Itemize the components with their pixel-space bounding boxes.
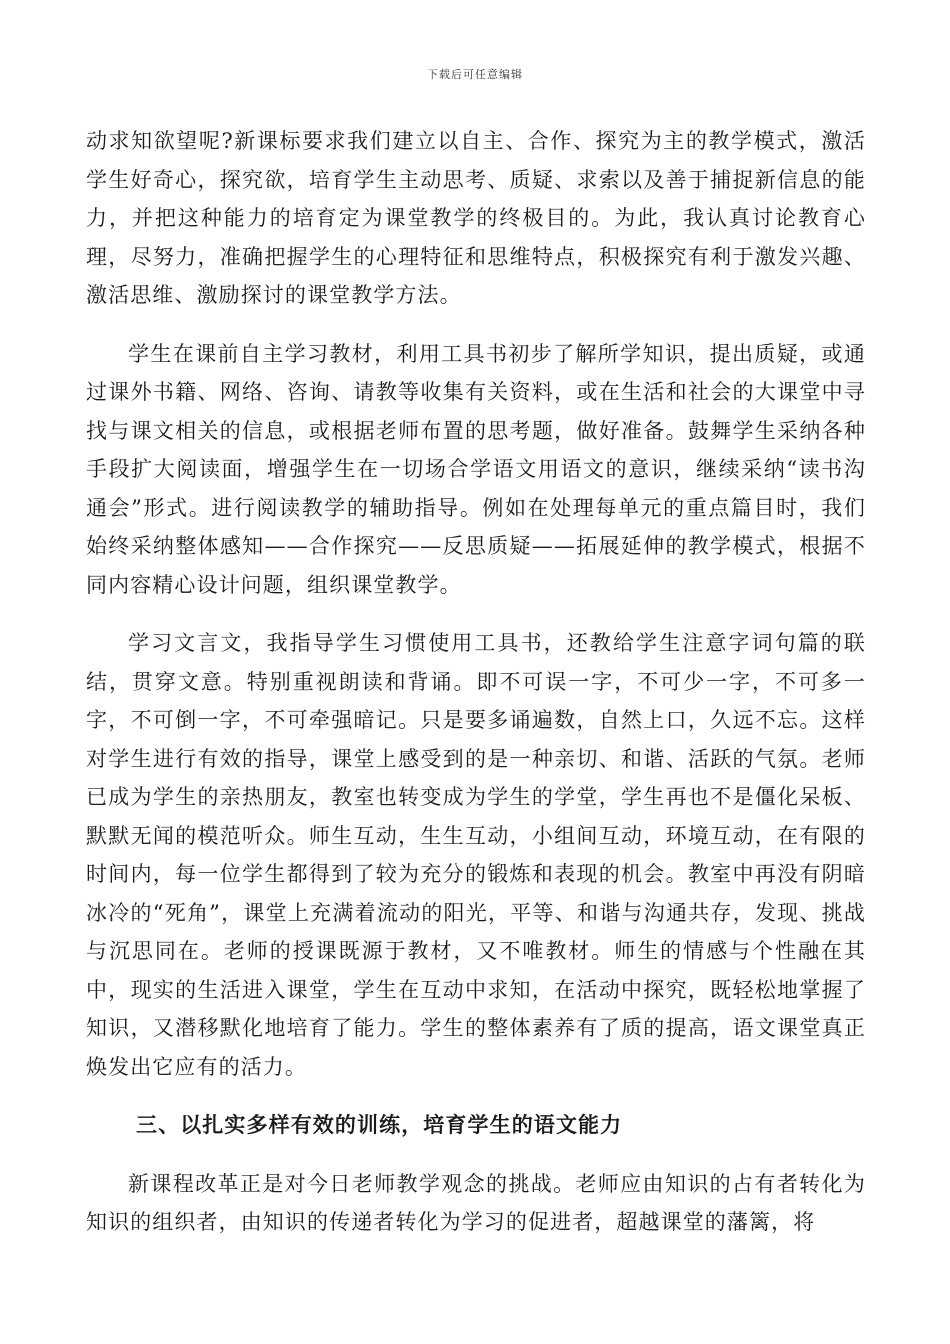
- page-header: 下载后可任意编辑: [427, 68, 523, 81]
- paragraph-curriculum-reform: 新课程改革正是对今日老师教学观念的挑战。老师应由知识的占有者转化为知识的组织者，由知识的传递者转化为学习的促进者，超越课堂的藩篱，将: [86, 1171, 866, 1234]
- paragraph-preview-study: 学生在课前自主学习教材，利用工具书初步了解所学知识，提出质疑，或通过课外书籍、网络、咨询、请教等收集有关资料，或在生活和社会的大课堂中寻找与课文相关的信息，或根据老师布置的思考题，做好准备。鼓舞学生采纳各种手段扩大阅读面，增强学生在一切场合学语文用语文的意识，继续采纳“读书沟通会”形式。进行阅读教学的辅助指导。例如在处理每单元的重点篇目时，我们始终采纳整体感知——合作探究——反思质疑——拓展延伸的教学模式，根据不同内容精心设计问题，组织课堂教学。: [86, 341, 866, 597]
- paragraph-continuation: 动求知欲望呢?新课标要求我们建立以自主、合作、探究为主的教学模式，激活学生好奇心，探究欲，培育学生主动思考、质疑、求索以及善于捕捉新信息的能力，并把这种能力的培育定为课堂教学的终极目的。为此，我认真讨论教育心理，尽努力，准确把握学生的心理特征和思维特点，积极探究有利于激发兴趣、激活思维、激励探讨的课堂教学方法。: [86, 129, 866, 307]
- document-body: [86, 122, 866, 1262]
- paragraph-classical-chinese: 学习文言文，我指导学生习惯使用工具书，还教给学生注意字词句篇的联结，贯穿文意。特别重视朗读和背诵。即不可误一字，不可少一字，不可多一字，不可倒一字，不可牵强暗记。只是要多诵遍数，自然上口，久远不忘。这样对学生进行有效的指导，课堂上感受到的是一种亲切、和谐、活跃的气氛。老师已成为学生的亲热朋友，教室也转变成为学生的学堂，学生再也不是僵化呆板、默默无闻的模范听众。师生互动，生生互动，小组间互动，环境互动，在有限的时间内，每一位学生都得到了较为充分的锻炼和表现的机会。教室中再没有阴暗冰冷的“死角”，课堂上充满着流动的阳光，平等、和谐与沟通共存，发现、挑战与沉思同在。老师的授课既源于教材，又不唯教材。师生的情感与个性融在其中，现实的生活进入课堂，学生在互动中求知，在活动中探究，既轻松地掌握了知识，又潜移默化地培育了能力。学生的整体素养有了质的提高，语文课堂真正焕发出它应有的活力。: [86, 631, 866, 1079]
- section-heading: 三、以扎实多样有效的训练，培育学生的语文能力: [136, 1113, 623, 1137]
